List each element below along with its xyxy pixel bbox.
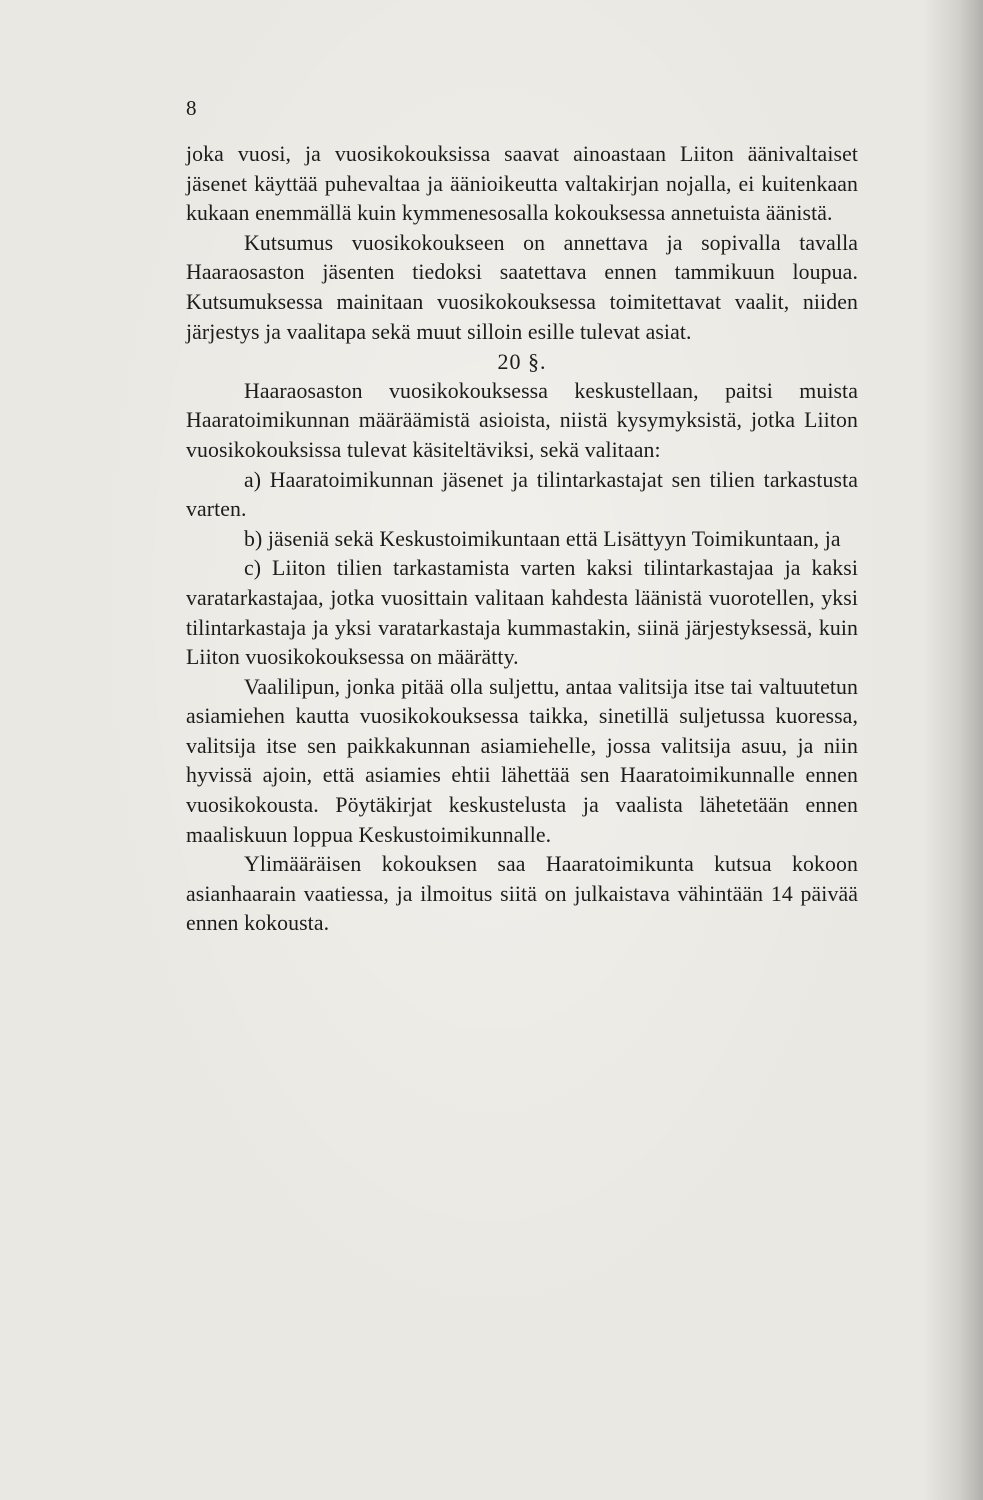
list-item: b) jäseniä sekä Keskustoimikuntaan että Lisättyyn Toimikuntaan, ja bbox=[244, 526, 841, 551]
binding-shadow bbox=[923, 0, 983, 1500]
paragraph: Haaraosaston vuosikokouksessa keskustellaan, paitsi muista Haaratoimikunnan määräämistä asioista, niistä kysymyksistä, jotka Liiton vuosikokouksissa tulevat käsiteltäviksi, sekä valitaan: bbox=[186, 378, 858, 462]
paragraph: Vaalilipun, jonka pitää olla suljettu, antaa valitsija itse tai valtuutetun asiamiehen kautta vuosikokouksessa taikka, sinetillä suljetussa kuoressa, valitsija itse sen paikkakunnan asiamiehelle, jossa valitsija asuu, ja niin hyvissä ajoin, että asiamies ehtii lähettää sen Haaratoimikunnalle ennen vuosikokousta. Pöytäkirjat keskustelusta ja vaalista lähetetään ennen maaliskuun loppua Keskustoimikunnalle. bbox=[186, 674, 858, 847]
list-item: a) Haaratoimikunnan jäsenet ja tilintarkastajat sen tilien tarkastusta varten. bbox=[186, 467, 858, 522]
section-heading: 20 §. bbox=[497, 349, 547, 375]
paragraph: joka vuosi, ja vuosikokouksissa saavat ainoastaan Liiton äänivaltaiset jäsenet käyttää puhevaltaa ja äänioikeutta valtakirjan nojalla, ei kuitenkaan kukaan enemmällä kuin kymmenesosalla kokouksessa annetuista äänistä. bbox=[186, 142, 858, 226]
paragraph: Kutsumus vuosikokoukseen on annettava ja sopivalla tavalla Haaraosaston jäsenten tiedoksi saatettava ennen tammikuun loupua. Kutsumuksessa mainitaan vuosikokouksessa toimitettavat vaalit, niiden järjestys ja vaalitapa sekä muut silloin esille tulevat asiat. bbox=[186, 230, 858, 344]
paragraph: Ylimääräisen kokouksen saa Haaratoimikunta kutsua kokoon asianhaarain vaatiessa, ja ilmoitus siitä on julkaistava vähintään 14 päivää ennen kokousta. bbox=[186, 852, 858, 936]
body-text bbox=[186, 140, 858, 939]
page-number: 8 bbox=[186, 96, 197, 120]
list-item: c) Liiton tilien tarkastamista varten kaksi tilintarkastajaa ja kaksi varatarkastajaa, jotka vuosittain valitaan kahdesta läänistä vuorotellen, yksi tilintarkastaja ja yksi varatarkastaja kummastakin, siinä järjestyksessä, kuin Liiton vuosikokouksessa on määrätty. bbox=[186, 556, 858, 670]
